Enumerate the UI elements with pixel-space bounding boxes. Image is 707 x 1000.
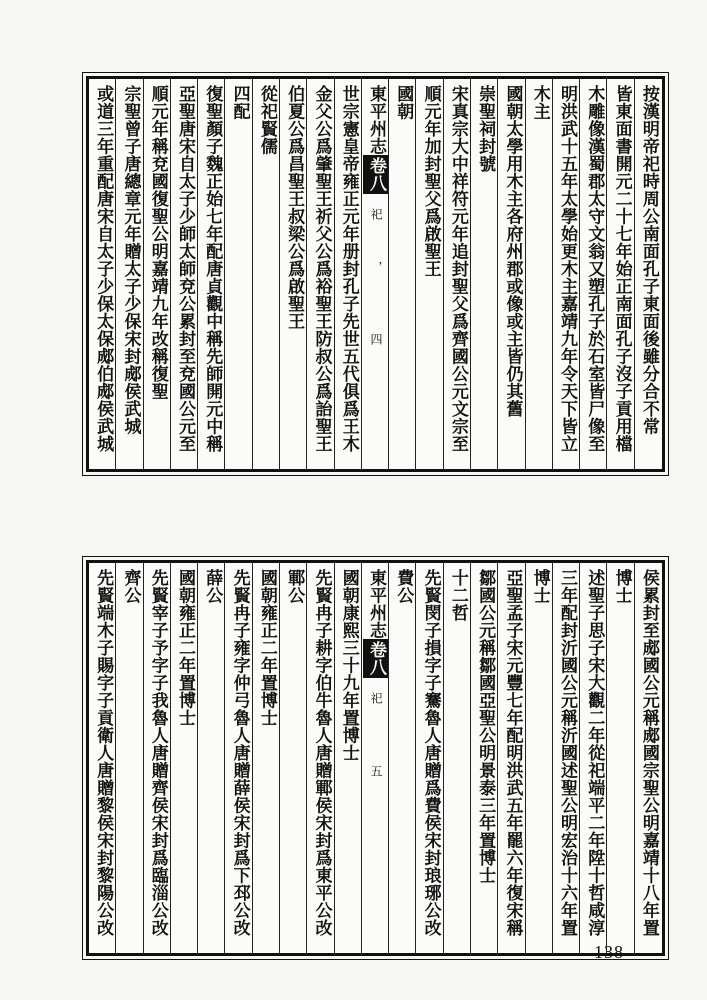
top-text-column: 明洪武十五年太學始更木主嘉靖九年令天下皆立 (557, 85, 577, 453)
top-column-rule (224, 79, 225, 469)
bottom-column-rule (306, 563, 307, 953)
top-column-rule (361, 79, 362, 469)
bottom-text-block (86, 560, 665, 956)
top-column-rule (497, 79, 498, 469)
bottom-text-column: 國朝雍正二年置博士 (175, 569, 195, 727)
top-title-text: 東平州志 (366, 85, 386, 155)
bottom-column-rule (525, 563, 526, 953)
top-text-block (86, 76, 665, 472)
top-section-label: 祀 (369, 208, 383, 221)
bottom-leaf-number: 五 (369, 764, 383, 777)
top-text-column: 國朝太學用木主各府州郡或像或主皆仍其舊 (502, 85, 523, 418)
top-column-rule (170, 79, 171, 469)
top-text-column: 伯夏公爲昌聖王叔梁公爲啟聖王 (284, 85, 305, 330)
top-column-rule (279, 79, 280, 469)
bottom-column-rule (334, 563, 335, 953)
bottom-text-column: 齊公 (120, 569, 141, 604)
bottom-column-rule (252, 563, 253, 953)
bottom-column-rule (279, 563, 280, 953)
top-column-rule (334, 79, 335, 469)
top-column-rule (306, 79, 307, 469)
bottom-column-rule (224, 563, 225, 953)
bottom-text-column: 鄆公 (284, 569, 305, 604)
bottom-text-column: 先賢端木子賜字子貢衛人唐贈黎侯宋封黎陽公改 (93, 569, 114, 937)
bottom-text-column: 先賢冉子雍字仲弓魯人唐贈薛侯宋封爲下邳公改 (229, 569, 250, 937)
bottom-column-rule (634, 563, 635, 953)
bottom-text-column: 先賢冉子耕字伯牛魯人唐贈鄆侯宋封爲東平公改 (311, 569, 332, 937)
top-column-rule (415, 79, 416, 469)
bottom-text-column: 薛公 (202, 569, 223, 604)
top-text-column: 皆東面書開元二十七年始正南面孔子沒子貢用檔 (611, 85, 632, 453)
bottom-column-rule (388, 563, 389, 953)
top-column-rule (143, 79, 144, 469)
top-text-column: 木主 (529, 85, 550, 120)
top-column-rule (197, 79, 198, 469)
top-text-column: 四配 (229, 85, 250, 120)
bottom-juan-label: 卷八 (363, 639, 388, 678)
bottom-column-rule (579, 563, 580, 953)
top-text-column: 或道三年重配唐宋自太子少保太保郕伯郕侯武城 (93, 85, 114, 453)
bottom-column-rule (115, 563, 116, 953)
top-title-mark: ， (369, 260, 383, 273)
bottom-text-column: 先賢閔子損字子騫魯人唐贈爲費侯宋封琅琊公改 (420, 569, 441, 937)
top-text-column: 木雕像漢蜀郡太守文翁又塑孔子於石室皆尸像至 (584, 85, 605, 453)
bottom-column-rule (361, 563, 362, 953)
top-column-rule (388, 79, 389, 469)
bottom-text-column: 述聖子思子宋大觀二年從祀端平二年陞十哲咸淳 (584, 569, 605, 937)
top-column-rule (115, 79, 116, 469)
top-juan-label: 卷八 (363, 155, 388, 194)
bottom-column-rule (606, 563, 607, 953)
top-text-column: 順元年稱兗國復聖公明嘉靖九年改稱復聖 (147, 85, 168, 400)
top-text-column: 亞聖唐宋自太子少師太師兗公累封至兗國公元至 (175, 85, 195, 453)
page-number: 138 (594, 942, 624, 962)
bottom-column-rule (415, 563, 416, 953)
bottom-column-rule (470, 563, 471, 953)
bottom-text-column: 先賢宰子予字子我魯人唐贈齊侯宋封爲臨淄公改 (147, 569, 168, 937)
bottom-column-rule (143, 563, 144, 953)
bottom-section-label: 祀 (369, 692, 383, 705)
bottom-text-column: 費公 (393, 569, 414, 604)
top-text-column: 宗聖曾子唐總章元年贈太子少保宋封郕侯武城 (120, 85, 141, 435)
top-column-rule (606, 79, 607, 469)
bottom-column-rule (443, 563, 444, 953)
bottom-title-column (363, 569, 388, 947)
top-text-column: 順元年加封聖父爲啟聖王 (420, 85, 441, 278)
bottom-title-text: 東平州志 (366, 569, 386, 639)
top-text-column: 國朝 (393, 85, 414, 120)
bottom-column-rule (552, 563, 553, 953)
bottom-text-column: 鄒國公元稱鄒國亞聖公明景泰三年置博士 (475, 569, 496, 884)
top-title-column (363, 85, 388, 463)
top-text-column: 金父公爲肇聖王祈父公爲裕聖王防叔公爲詒聖王 (311, 85, 332, 453)
top-column-rule (470, 79, 471, 469)
bottom-column-rule (197, 563, 198, 953)
top-column-rule (579, 79, 580, 469)
top-text-column: 按漢明帝祀時周公南面孔子東面後雖分合不常 (638, 85, 659, 435)
bottom-column-rule (170, 563, 171, 953)
top-column-rule (252, 79, 253, 469)
top-text-column: 復聖顏子魏正始七年配唐貞觀中稱先師開元中稱 (202, 85, 223, 453)
top-column-rule (634, 79, 635, 469)
top-text-column: 宋真宗大中祥符元年追封聖父爲齊國公元文宗至 (447, 85, 468, 453)
bottom-text-column: 三年配封沂國公元稱沂國述聖公明宏治十六年置 (557, 569, 577, 937)
top-text-column: 崇聖祠封號 (475, 85, 496, 173)
top-column-rule (525, 79, 526, 469)
top-text-column: 世宗憲皇帝雍正元年册封孔子先世五代俱爲王木 (338, 85, 359, 453)
top-leaf-number: 四 (369, 333, 383, 346)
bottom-text-column: 國朝雍正二年置博士 (256, 569, 277, 727)
bottom-column-rule (497, 563, 498, 953)
bottom-text-column: 博士 (611, 569, 632, 604)
top-column-rule (552, 79, 553, 469)
bottom-text-column: 博士 (529, 569, 550, 604)
bottom-text-column: 亞聖孟子宋元豐七年配明洪武五年罷六年復宋稱 (502, 569, 523, 937)
top-text-column: 從祀賢儒 (256, 85, 277, 155)
bottom-text-column: 侯累封至郕國公元稱郕國宗聖公明嘉靖十八年置 (638, 569, 659, 937)
top-column-rule (443, 79, 444, 469)
bottom-text-column: 十二哲 (447, 569, 468, 622)
bottom-text-column: 國朝康熙三十九年置博士 (338, 569, 359, 762)
